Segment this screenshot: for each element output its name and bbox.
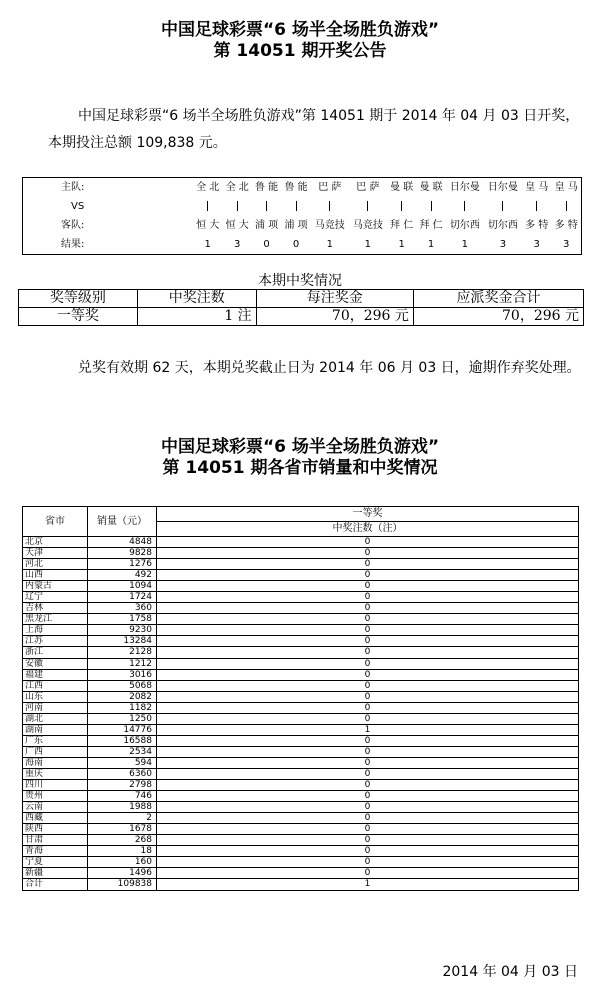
match-result: 1 (364, 239, 372, 250)
province-name: 河北 (23, 559, 88, 570)
province-sales: 2128 (88, 647, 157, 658)
result-label: 结果: (61, 239, 85, 250)
prize-row (19, 308, 584, 326)
province-name: 甘肃 (23, 835, 88, 846)
province-name: 福建 (23, 669, 88, 680)
province-header-row (23, 507, 579, 522)
vs-separator (311, 197, 349, 216)
prize-per-bet: 70，296 元 (256, 308, 413, 326)
province-sales-table (22, 506, 579, 891)
province-sales: 1678 (88, 824, 157, 835)
province-prize-count: 0 (157, 570, 579, 581)
home-team: 全 北 (225, 182, 249, 193)
province-name: 山东 (23, 691, 88, 702)
province-row (23, 791, 579, 802)
home-team: 鲁 能 (284, 182, 308, 193)
province-row (23, 802, 579, 813)
vs-separator (522, 197, 551, 216)
province-name: 内蒙古 (23, 581, 88, 592)
away-team: 浦 项 (255, 220, 279, 231)
province-name: 上海 (23, 625, 88, 636)
match-table (22, 177, 582, 255)
sales-header: 销量（元） (88, 507, 157, 537)
province-name: 江西 (23, 680, 88, 691)
province-prize-count: 0 (157, 625, 579, 636)
province-row (23, 603, 579, 614)
province-sales: 268 (88, 835, 157, 846)
province-sales: 1758 (88, 614, 157, 625)
province-name: 辽宁 (23, 592, 88, 603)
province-row (23, 647, 579, 658)
away-team: 切尔西 (487, 220, 518, 231)
province-row (23, 846, 579, 857)
match-result: 3 (233, 239, 241, 250)
match-result: 3 (563, 239, 570, 250)
province-prize-count: 0 (157, 824, 579, 835)
province-name: 江苏 (23, 636, 88, 647)
province-row (23, 614, 579, 625)
province-row (23, 669, 579, 680)
province-sales: 13284 (88, 636, 157, 647)
province-row (23, 824, 579, 835)
vs-separator (193, 197, 222, 216)
prize-table (18, 289, 584, 326)
province-row (23, 879, 579, 890)
province-sales: 6360 (88, 768, 157, 779)
province-prize-count: 0 (157, 768, 579, 779)
announcement-intro: 中国足球彩票“6 场半全场胜负游戏”第 14051 期于 2014 年 04 月 03 日开奖，本期投注总额 109,838 元。 (48, 108, 580, 151)
province-sales: 2534 (88, 746, 157, 757)
home-team: 曼 联 (419, 182, 443, 193)
sales-title-line1: 中国足球彩票“6 场半全场胜负游戏” (160, 437, 440, 457)
home-team: 巴 萨 (356, 182, 380, 193)
province-row (23, 691, 579, 702)
province-prize-count: 0 (157, 537, 579, 548)
province-name: 云南 (23, 802, 88, 813)
prize-header-total: 应派奖金合计 (413, 290, 583, 308)
province-name: 广东 (23, 735, 88, 746)
province-name: 吉林 (23, 603, 88, 614)
province-prize-count: 0 (157, 669, 579, 680)
province-row (23, 592, 579, 603)
home-label: 主队: (61, 182, 85, 193)
prize-count-header: 中奖注数（注） (157, 522, 579, 537)
province-row (23, 702, 579, 713)
province-sales: 1094 (88, 581, 157, 592)
away-team: 拜 仁 (390, 220, 414, 231)
province-sales: 746 (88, 791, 157, 802)
match-result: 3 (499, 239, 507, 250)
province-sales: 1988 (88, 802, 157, 813)
province-prize-count: 0 (157, 636, 579, 647)
province-row (23, 735, 579, 746)
province-sales: 1250 (88, 713, 157, 724)
province-row (23, 537, 579, 548)
prize-count: 1 注 (137, 308, 256, 326)
away-team: 切尔西 (449, 220, 480, 231)
home-team: 日尔曼 (449, 182, 480, 193)
province-sales: 3016 (88, 669, 157, 680)
province-row (23, 625, 579, 636)
province-name: 西藏 (23, 813, 88, 824)
vs-separator (222, 197, 251, 216)
province-name: 湖南 (23, 724, 88, 735)
away-team: 多 特 (525, 220, 549, 231)
province-name: 河南 (23, 702, 88, 713)
province-sales: 1724 (88, 592, 157, 603)
province-name: 湖北 (23, 713, 88, 724)
province-prize-count: 0 (157, 581, 579, 592)
province-header: 省市 (23, 507, 88, 537)
province-sales: 1496 (88, 868, 157, 879)
province-sales: 2082 (88, 691, 157, 702)
province-row (23, 581, 579, 592)
province-prize-count: 1 (157, 724, 579, 735)
province-prize-count: 0 (157, 835, 579, 846)
announcement-title-line2: 第 14051 期开奖公告 (213, 41, 387, 61)
province-prize-count: 0 (157, 846, 579, 857)
province-sales: 9828 (88, 548, 157, 559)
province-name: 浙江 (23, 647, 88, 658)
province-sales: 16588 (88, 735, 157, 746)
province-row (23, 857, 579, 868)
vs-separator (484, 197, 522, 216)
home-team: 巴 萨 (318, 182, 342, 193)
province-name: 山西 (23, 570, 88, 581)
prize-header-count: 中奖注数 (137, 290, 256, 308)
vs-label: VS (71, 201, 85, 212)
match-result: 0 (263, 239, 270, 250)
province-name: 黑龙江 (23, 614, 88, 625)
province-sales: 1212 (88, 658, 157, 669)
match-vs-row (23, 197, 582, 216)
away-team: 多 特 (554, 220, 578, 231)
province-name: 四川 (23, 780, 88, 791)
province-sales: 2798 (88, 780, 157, 791)
province-sales: 360 (88, 603, 157, 614)
prize-level-header: 一等奖 (157, 507, 579, 522)
match-result: 1 (204, 239, 211, 250)
announcement-title-line1: 中国足球彩票“6 场半全场胜负游戏” (160, 20, 440, 40)
away-team: 恒 大 (196, 220, 220, 231)
province-prize-count: 0 (157, 592, 579, 603)
vs-separator (416, 197, 445, 216)
province-name: 安徽 (23, 658, 88, 669)
province-prize-count: 0 (157, 757, 579, 768)
province-row (23, 548, 579, 559)
away-team: 恒 大 (225, 220, 249, 231)
province-name: 广西 (23, 746, 88, 757)
away-team: 拜 仁 (419, 220, 443, 231)
home-team: 曼 联 (390, 182, 414, 193)
prize-header-per-bet: 每注奖金 (256, 290, 413, 308)
sales-title-line2: 第 14051 期各省市销量和中奖情况 (162, 458, 438, 478)
province-row (23, 746, 579, 757)
province-row (23, 680, 579, 691)
province-sales: 160 (88, 857, 157, 868)
home-team: 全 北 (196, 182, 220, 193)
province-prize-count: 0 (157, 691, 579, 702)
province-row (23, 780, 579, 791)
match-away-row (23, 216, 582, 235)
province-row (23, 813, 579, 824)
province-sales: 5068 (88, 680, 157, 691)
province-row (23, 570, 579, 581)
province-row (23, 713, 579, 724)
match-result-row (23, 235, 582, 255)
province-name: 新疆 (23, 868, 88, 879)
province-prize-count: 0 (157, 735, 579, 746)
province-prize-count: 0 (157, 813, 579, 824)
province-sales: 1182 (88, 702, 157, 713)
province-table-body (23, 537, 579, 891)
province-prize-count: 0 (157, 868, 579, 879)
province-row (23, 658, 579, 669)
away-team: 马竞技 (314, 220, 345, 231)
province-prize-count: 0 (157, 680, 579, 691)
away-label: 客队: (61, 220, 85, 231)
province-row (23, 835, 579, 846)
vs-separator (446, 197, 484, 216)
province-row (23, 559, 579, 570)
province-name: 陕西 (23, 824, 88, 835)
prize-header-row (19, 290, 584, 308)
province-row (23, 636, 579, 647)
province-prize-count: 0 (157, 780, 579, 791)
province-prize-count: 0 (157, 802, 579, 813)
prize-total: 70，296 元 (413, 308, 583, 326)
province-row (23, 768, 579, 779)
home-team: 日尔曼 (487, 182, 518, 193)
vs-separator (281, 197, 310, 216)
match-result: 1 (326, 239, 333, 250)
province-prize-count: 0 (157, 548, 579, 559)
away-team: 浦 项 (284, 220, 308, 231)
match-result: 0 (292, 239, 300, 250)
vs-separator (387, 197, 416, 216)
province-prize-count: 0 (157, 658, 579, 669)
province-name: 合计 (23, 879, 88, 890)
province-sales: 4848 (88, 537, 157, 548)
away-team: 马竞技 (352, 220, 383, 231)
vs-separator (349, 197, 387, 216)
province-sales: 1276 (88, 559, 157, 570)
redemption-notice: 兑奖有效期 62 天，本期兑奖截止日为 2014 年 06 月 03 日，逾期作弃奖处理。 (78, 360, 581, 376)
province-name: 贵州 (23, 791, 88, 802)
province-prize-count: 0 (157, 702, 579, 713)
home-team: 鲁 能 (255, 182, 279, 193)
vs-separator (551, 197, 581, 216)
province-row (23, 724, 579, 735)
province-prize-count: 0 (157, 614, 579, 625)
province-name: 重庆 (23, 768, 88, 779)
province-name: 青海 (23, 846, 88, 857)
prize-section-title: 本期中奖情况 (258, 273, 342, 289)
vs-separator (252, 197, 281, 216)
province-sales: 109838 (88, 879, 157, 890)
province-prize-count: 0 (157, 603, 579, 614)
match-result: 1 (398, 239, 405, 250)
prize-header-level: 奖等级别 (19, 290, 138, 308)
province-sales: 2 (88, 813, 157, 824)
province-sales: 14776 (88, 724, 157, 735)
province-sales: 594 (88, 757, 157, 768)
province-sales: 492 (88, 570, 157, 581)
province-prize-count: 0 (157, 713, 579, 724)
province-prize-count: 0 (157, 746, 579, 757)
footer-date: 2014 年 04 月 03 日 (442, 964, 578, 980)
province-name: 宁夏 (23, 857, 88, 868)
match-home-row (23, 178, 582, 198)
province-sales: 18 (88, 846, 157, 857)
province-name: 北京 (23, 537, 88, 548)
province-prize-count: 0 (157, 647, 579, 658)
province-prize-count: 0 (157, 559, 579, 570)
home-team: 皇 马 (554, 182, 578, 193)
home-team: 皇 马 (525, 182, 549, 193)
province-prize-count: 0 (157, 791, 579, 802)
province-sales: 9230 (88, 625, 157, 636)
province-row (23, 757, 579, 768)
prize-level: 一等奖 (19, 308, 138, 326)
province-prize-count: 0 (157, 857, 579, 868)
province-prize-count: 1 (157, 879, 579, 890)
match-result: 3 (533, 239, 540, 250)
province-name: 海南 (23, 757, 88, 768)
province-row (23, 868, 579, 879)
match-result: 1 (427, 239, 435, 250)
match-result: 1 (461, 239, 468, 250)
province-name: 天津 (23, 548, 88, 559)
